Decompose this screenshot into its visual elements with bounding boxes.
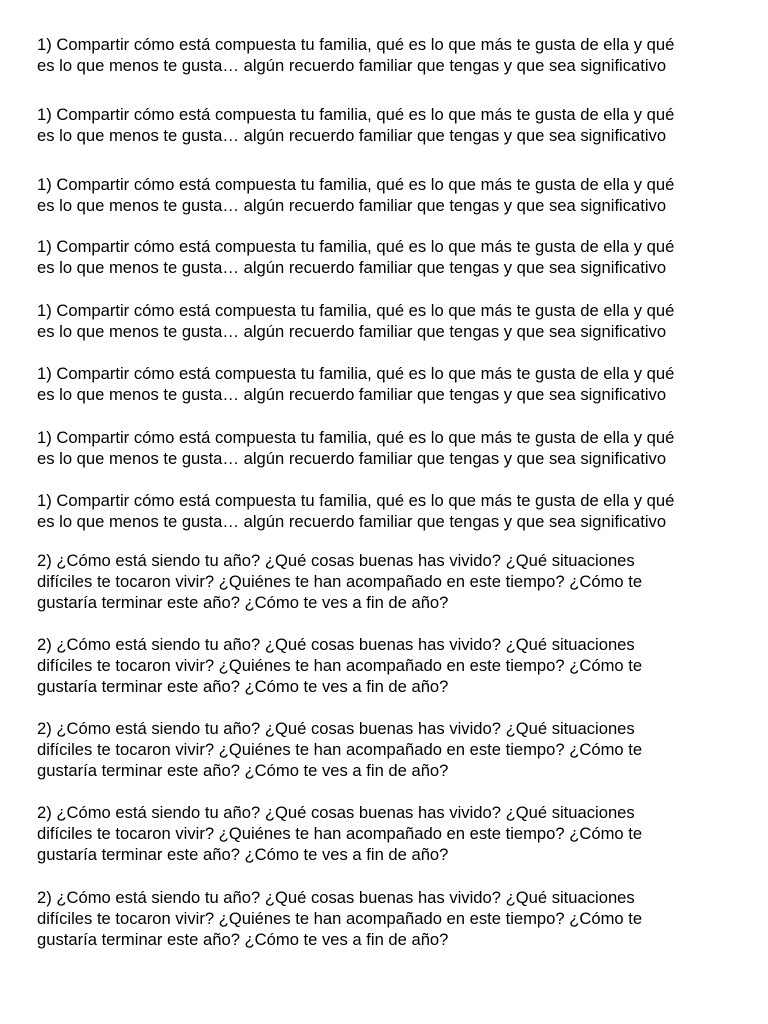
question-2-paragraph [37, 634, 737, 697]
question-1-paragraph [37, 34, 737, 76]
paragraph-line: 1) Compartir cómo está compuesta tu familia, qué es lo que más te gusta de ella y qué [37, 35, 675, 54]
paragraph-line: gustaría terminar este año? ¿Cómo te ves a fin de año? [37, 677, 449, 696]
paragraph-line: 2) ¿Cómo está siendo tu año? ¿Qué cosas buenas has vivido? ¿Qué situaciones [37, 719, 635, 738]
question-1-paragraph [37, 490, 737, 532]
question-1-paragraph [37, 300, 737, 342]
question-2-paragraph [37, 802, 737, 865]
question-1-paragraph [37, 174, 737, 216]
paragraph-line: es lo que menos te gusta… algún recuerdo familiar que tengas y que sea significativo [37, 385, 667, 404]
paragraph-line: difíciles te tocaron vivir? ¿Quiénes te han acompañado en este tiempo? ¿Cómo te [37, 909, 643, 928]
question-2-paragraph [37, 887, 737, 950]
paragraph-line: 1) Compartir cómo está compuesta tu familia, qué es lo que más te gusta de ella y qué [37, 301, 675, 320]
paragraph-line: difíciles te tocaron vivir? ¿Quiénes te han acompañado en este tiempo? ¿Cómo te [37, 740, 643, 759]
paragraph-line: 1) Compartir cómo está compuesta tu familia, qué es lo que más te gusta de ella y qué [37, 364, 675, 383]
question-2-paragraph [37, 550, 737, 613]
question-1-paragraph [37, 104, 737, 146]
paragraph-line: difíciles te tocaron vivir? ¿Quiénes te han acompañado en este tiempo? ¿Cómo te [37, 824, 643, 843]
paragraph-line: 1) Compartir cómo está compuesta tu familia, qué es lo que más te gusta de ella y qué [37, 491, 675, 510]
paragraph-line: gustaría terminar este año? ¿Cómo te ves a fin de año? [37, 761, 449, 780]
paragraph-line: gustaría terminar este año? ¿Cómo te ves a fin de año? [37, 593, 449, 612]
paragraph-line: gustaría terminar este año? ¿Cómo te ves a fin de año? [37, 845, 449, 864]
paragraph-line: 1) Compartir cómo está compuesta tu familia, qué es lo que más te gusta de ella y qué [37, 237, 675, 256]
question-1-paragraph [37, 236, 737, 278]
paragraph-line: difíciles te tocaron vivir? ¿Quiénes te han acompañado en este tiempo? ¿Cómo te [37, 572, 643, 591]
paragraph-line: es lo que menos te gusta… algún recuerdo familiar que tengas y que sea significativo [37, 126, 667, 145]
paragraph-line: es lo que menos te gusta… algún recuerdo familiar que tengas y que sea significativo [37, 196, 667, 215]
paragraph-line: es lo que menos te gusta… algún recuerdo familiar que tengas y que sea significativo [37, 258, 667, 277]
paragraph-line: 1) Compartir cómo está compuesta tu familia, qué es lo que más te gusta de ella y qué [37, 105, 675, 124]
paragraph-line: difíciles te tocaron vivir? ¿Quiénes te han acompañado en este tiempo? ¿Cómo te [37, 656, 643, 675]
paragraph-line: 1) Compartir cómo está compuesta tu familia, qué es lo que más te gusta de ella y qué [37, 175, 675, 194]
paragraph-line: es lo que menos te gusta… algún recuerdo familiar que tengas y que sea significativo [37, 56, 667, 75]
paragraph-line: 2) ¿Cómo está siendo tu año? ¿Qué cosas buenas has vivido? ¿Qué situaciones [37, 803, 635, 822]
paragraph-line: es lo que menos te gusta… algún recuerdo familiar que tengas y que sea significativo [37, 322, 667, 341]
paragraph-line: 2) ¿Cómo está siendo tu año? ¿Qué cosas buenas has vivido? ¿Qué situaciones [37, 551, 635, 570]
paragraph-line: 2) ¿Cómo está siendo tu año? ¿Qué cosas buenas has vivido? ¿Qué situaciones [37, 888, 635, 907]
paragraph-line: es lo que menos te gusta… algún recuerdo familiar que tengas y que sea significativo [37, 449, 667, 468]
question-1-paragraph [37, 363, 737, 405]
paragraph-line: 1) Compartir cómo está compuesta tu familia, qué es lo que más te gusta de ella y qué [37, 428, 675, 447]
paragraph-line: gustaría terminar este año? ¿Cómo te ves a fin de año? [37, 930, 449, 949]
paragraph-line: es lo que menos te gusta… algún recuerdo familiar que tengas y que sea significativo [37, 512, 667, 531]
question-2-paragraph [37, 718, 737, 781]
paragraph-line: 2) ¿Cómo está siendo tu año? ¿Qué cosas buenas has vivido? ¿Qué situaciones [37, 635, 635, 654]
question-1-paragraph [37, 427, 737, 469]
